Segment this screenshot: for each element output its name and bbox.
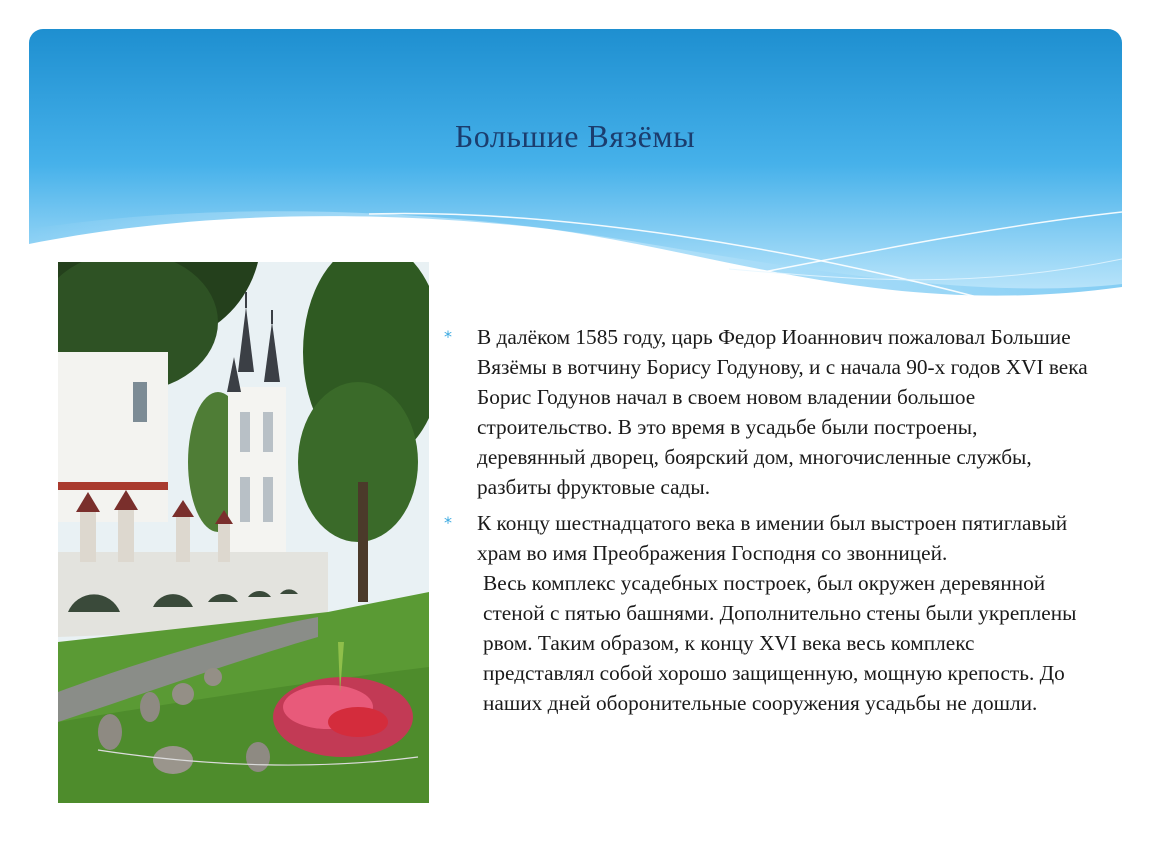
bullet-paragraph: В далёком 1585 году, царь Федор Иоаннович пожаловал Большие Вязёмы в вотчину Борису Годунову, и с начала 90-х годов XVI века Борис Годунов начал в своем новом владении большое строительство. В это время в усадьбе были построены, деревянный дворец, боярский дом, многочисленные службы, разбиты фруктовые сады. [477,325,1088,499]
slide-title: Большие Вязёмы [454,118,696,154]
body-text [440,322,1090,724]
bullet-item [440,508,1090,718]
bullet-asterisk-icon: * [444,327,452,346]
bullet-asterisk-icon: * [444,513,452,532]
bullet-paragraph: Весь комплекс усадебных построек, был окружен деревянной стеной с пятью башнями. Дополнительно стены были укреплены рвом. Таким образом, к концу XVI века весь комплекс представлял собой хорошо защищенную, мощную крепость. До наших дней оборонительные сооружения усадьбы не дошли. [483,571,1077,715]
church-estate-photo [58,262,429,803]
bullet-item [440,322,1090,502]
bullet-paragraph: К концу шестнадцатого века в имении был выстроен пятиглавый храм во имя Преображения Господня со звонницей. [477,511,1068,565]
